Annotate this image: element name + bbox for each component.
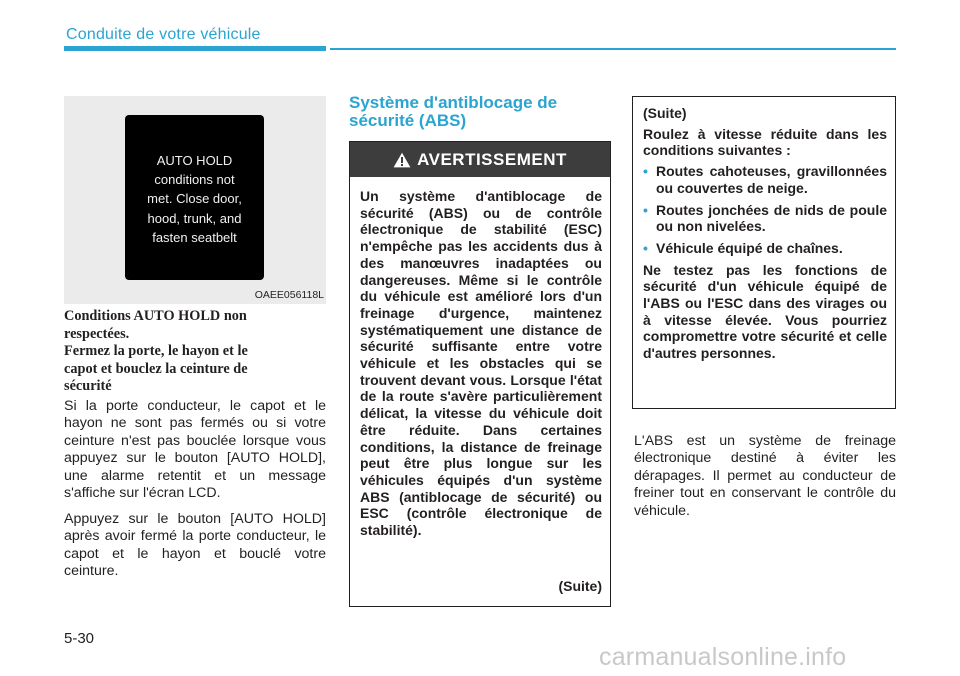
- heading-line: respectées.: [64, 325, 130, 342]
- bullet-icon: •: [643, 239, 648, 256]
- continued-label: (Suite): [643, 105, 687, 121]
- auto-hold-paragraph-2: Appuyez sur le bouton [AUTO HOLD] après avoir fermé la porte conducteur, le capot et le hayon et bouclé votre ceinture.: [64, 511, 326, 580]
- header-rule-thin: [330, 48, 896, 50]
- warning-text: Un système d'antiblocage de sécurité (ABS) ou de contrôle électronique de stabilité (ESC) n'empêche pas les accidents dus à des manœuvres inadaptées ou dangereuses. Même si le contrôle du véhicule est amélioré lors d'un freinage d'urgence, maintenez systématiquement une distance de sécurité suffisante entre votre véhicule et les obstacles qui se trouvent devant vous. Lorsque l'état de la route s'avère particulièrement délicat, la vitesse du véhicule doit être réduite. Dans certaines conditions, la distance de freinage peut être plus longue sur les véhicules équipés d'un système ABS (antiblocage de sécurité) ou ESC (contrôle électronique de stabilité).: [360, 188, 602, 539]
- lcd-line: met. Close door,: [147, 191, 242, 207]
- lcd-message: [125, 151, 264, 247]
- warning-box: [349, 141, 611, 607]
- header-rule-thick: [64, 46, 326, 51]
- continued-closing: Ne testez pas les fonctions de sécurité d'un véhicule équipé de l'ABS ou l'ESC dans des virages ou à vitesse élevée. Vous pourriez compromettre votre sécurité et celle d'autres personnes.: [643, 261, 887, 362]
- figure-panel: [64, 96, 326, 304]
- list-item: • Routes jonchées de nids de poule ou non nivelées.: [643, 201, 887, 235]
- page-number: 5-30: [64, 630, 95, 647]
- warning-continued-box: [632, 96, 896, 409]
- warning-label: AVERTISSEMENT: [417, 149, 567, 169]
- lcd-line: fasten seatbelt: [152, 229, 237, 245]
- abs-section-title: [349, 94, 611, 129]
- list-item: • Routes cahoteuses, gravillonnées ou couvertes de neige.: [643, 163, 887, 196]
- heading-line: Conditions AUTO HOLD non: [64, 308, 247, 324]
- lcd-line: hood, trunk, and: [147, 210, 242, 226]
- bullet-icon: •: [643, 201, 648, 218]
- watermark: carmanualsonline.info: [599, 643, 847, 671]
- lcd-display: [125, 115, 264, 280]
- heading-line: Fermez la porte, le hayon et le: [64, 343, 248, 360]
- section-title: Conduite de votre véhicule: [66, 26, 261, 43]
- list-item: • Véhicule équipé de chaînes.: [643, 239, 843, 256]
- continued-intro: Roulez à vitesse réduite dans les conditions suivantes :: [643, 125, 887, 159]
- title-line: sécurité (ABS): [349, 110, 467, 130]
- abs-description: L'ABS est un système de freinage électronique destiné à éviter les dérapages. Il permet au conducteur de freiner tout en conservant le contrôle du véhicule.: [634, 433, 896, 519]
- warning-header: [350, 142, 610, 177]
- figure-code: OAEE056118L: [254, 289, 324, 301]
- auto-hold-heading: [64, 308, 326, 396]
- continued-content: [643, 105, 887, 362]
- bullet-icon: •: [643, 163, 648, 180]
- warning-triangle-icon: [393, 152, 411, 168]
- lcd-line: conditions not: [154, 172, 235, 188]
- title-line: Système d'antiblocage de: [349, 93, 558, 112]
- lcd-line: AUTO HOLD: [156, 153, 233, 168]
- heading-line: capot et bouclez la ceinture de: [64, 360, 248, 377]
- auto-hold-paragraph-1: Si la porte conducteur, le capot et le hayon ne sont pas fermés ou si votre ceinture n'est pas bouclée lorsque vous appuyez sur le bouton [AUTO HOLD], une alarme retentit et un message s'affiche sur l'écran LCD.: [64, 398, 326, 502]
- heading-line: sécurité: [64, 378, 112, 395]
- conditions-list: [643, 163, 887, 257]
- warning-continued: (Suite): [558, 578, 602, 594]
